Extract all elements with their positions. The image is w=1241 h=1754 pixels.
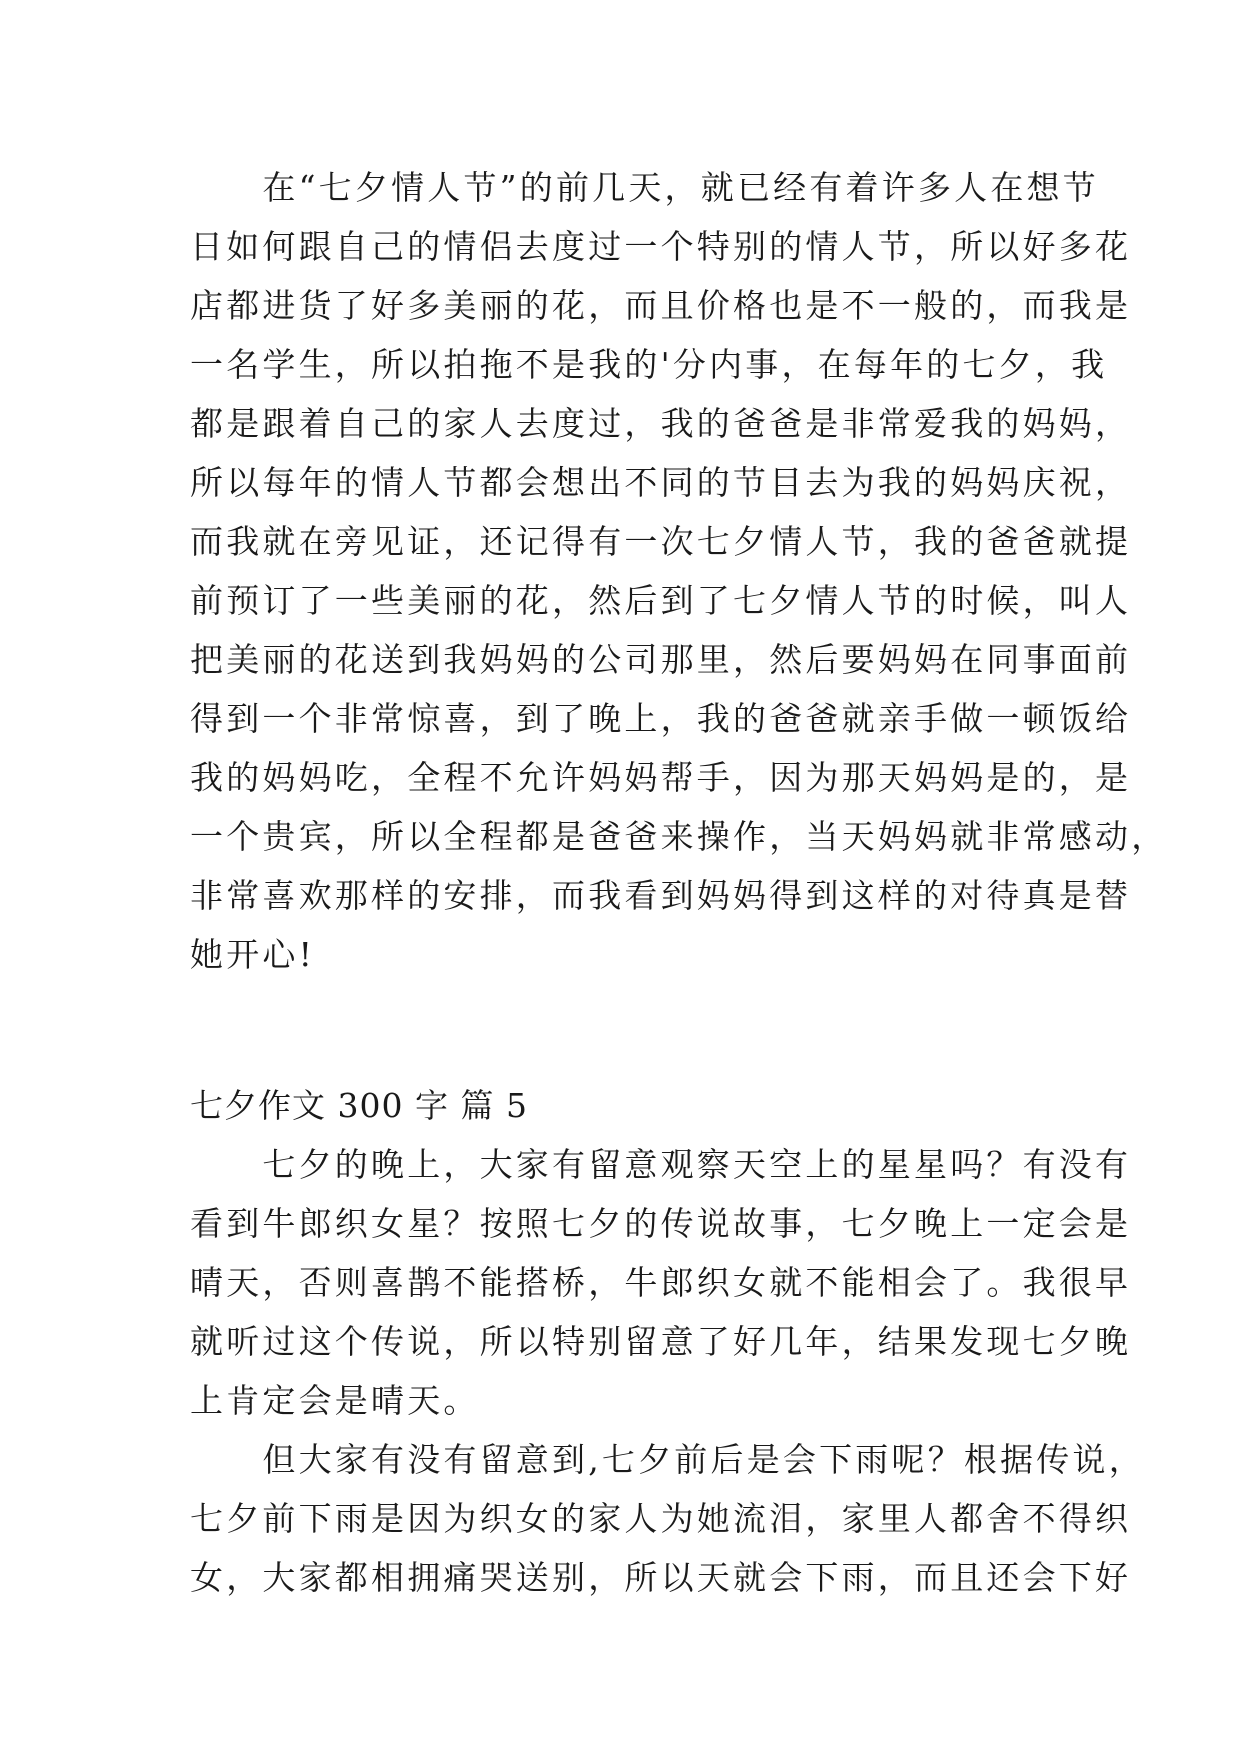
text-line: 而我就在旁见证，还记得有一次七夕情人节，我的爸爸就提: [190, 522, 1132, 561]
paragraph-2: [190, 1135, 1132, 1430]
text-line: 非常喜欢那样的安排，而我看到妈妈得到这样的对待真是替: [190, 876, 1132, 915]
paragraph-3: [190, 1430, 1145, 1607]
text-line: 女，大家都相拥痛哭送别，所以天就会下雨，而且还会下好: [190, 1558, 1132, 1597]
text-line: 把美丽的花送到我妈妈的公司那里，然后要妈妈在同事面前: [190, 640, 1132, 679]
text-line: 上肯定会是晴天。: [190, 1381, 480, 1420]
section-heading: 七夕作文 300 字 篇 5: [190, 1086, 528, 1125]
text-line: 她开心!: [190, 935, 316, 974]
text-line: 晴天，否则喜鹊不能搭桥，牛郎织女就不能相会了。我很早: [190, 1263, 1132, 1302]
text-line: 所以每年的情人节都会想出不同的节目去为我的妈妈庆祝，: [190, 463, 1132, 502]
document-page: [190, 158, 1168, 1607]
text-line: 七夕的晚上，大家有留意观察天空上的星星吗？有没有: [190, 1145, 1132, 1184]
text-line: 看到牛郎织女星？按照七夕的传说故事，七夕晚上一定会是: [190, 1204, 1132, 1243]
text-line: 我的妈妈吃，全程不允许妈妈帮手，因为那天妈妈是的，是: [190, 758, 1132, 797]
text-line: 但大家有没有留意到,七夕前后是会下雨呢？根据传说，: [190, 1440, 1145, 1479]
text-line: 一名学生，所以拍拖不是我的'分内事，在每年的七夕，我: [190, 345, 1108, 384]
text-line: 前预订了一些美丽的花，然后到了七夕情人节的时候，叫人: [190, 581, 1132, 620]
text-line: 七夕前下雨是因为织女的家人为她流泪，家里人都舍不得织: [190, 1499, 1132, 1538]
text-line: 店都进货了好多美丽的花，而且价格也是不一般的，而我是: [190, 286, 1132, 325]
text-line: 就听过这个传说，所以特别留意了好几年，结果发现七夕晚: [190, 1322, 1132, 1361]
text-line: 得到一个非常惊喜，到了晚上，我的爸爸就亲手做一顿饭给: [190, 699, 1132, 738]
text-line: 日如何跟自己的情侣去度过一个特别的情人节，所以好多花: [190, 227, 1132, 266]
text-line: 一个贵宾，所以全程都是爸爸来操作，当天妈妈就非常感动，: [190, 817, 1168, 856]
text-line: 在“七夕情人节”的前几天，就已经有着许多人在想节: [190, 168, 1099, 207]
paragraph-1: [190, 158, 1168, 984]
text-line: 都是跟着自己的家人去度过，我的爸爸是非常爱我的妈妈，: [190, 404, 1132, 443]
section-gap: [190, 984, 1060, 1076]
